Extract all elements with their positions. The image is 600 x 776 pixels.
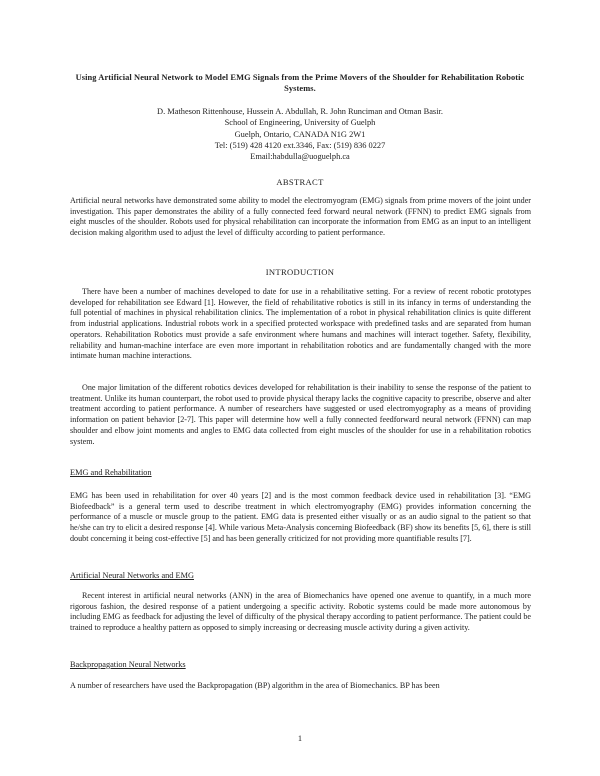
ann-emg-paragraph: Recent interest in artificial neural networks (ANN) in the area of Biomechanics have opened one avenue to quantify, in a much more rigorous fashion, the desired response of a patient undergoing a specific activity. Robotic systems could be made more autonomous by including EMG as feedback for adjusting the level of difficulty of the physical therapy according to patient performance. The patient could be trained to reproduce a healthy pattern as opposed to simply increasing or decreasing muscle activity during a given activity. [70, 591, 531, 633]
contact-phone-fax: Tel: (519) 428 4120 ext.3346, Fax: (519) 836 0227 [214, 140, 386, 150]
backpropagation-paragraph: A number of researchers have used the Backpropagation (BP) algorithm in the area of Biomechanics. BP has been [70, 681, 440, 690]
abstract-heading: ABSTRACT [276, 177, 324, 187]
page-number: 1 [297, 734, 303, 743]
author-names: D. Matheson Rittenhouse, Hussein A. Abdullah, R. John Runciman and Otman Basir. [157, 107, 443, 116]
emg-rehabilitation-paragraph: EMG has been used in rehabilitation for over 40 years [2] and is the most common feedback device used in rehabilitation [3]. “EMG Biofeedback” is a general term used to describe treatment in which electromyography (EMG) provides information concerning the performance of a muscle or muscle group to the patient. EMG data is presented either visually or as an audio signal to the patient so that he/she can try to elicit a desired response [4]. While various Meta-Analysis concerning Biofeedback (BF) show its benefits [5, 6], there is still doubt concerning it being cost-effective [5] and has been generally criticized for not providing more quantifiable results [7]. [70, 491, 531, 543]
backpropagation-heading: Backpropagation Neural Networks [70, 660, 186, 669]
introduction-paragraph-2: One major limitation of the different robotics devices developed for rehabilitation is their inability to sense the response of the patient to treatment. Unlike its human counterpart, the robot used to provide physical therapy lacks the cognitive capacity to prescribe, observe and alter treatment according to patient performance. A number of researchers have suggested or used electromyography as a means of providing information on patient behavior [2-7]. This paper will determine how well a fully connected feedforward neural network (FFNN) can map shoulder and elbow joint moments and angles to EMG data collected from eight muscles of the shoulder for use in a rehabilitation robotics system. [70, 383, 531, 446]
affiliation-address: Guelph, Ontario, CANADA N1G 2W1 [234, 129, 366, 139]
author-block [70, 106, 530, 162]
emg-rehabilitation-heading: EMG and Rehabilitation [70, 468, 152, 477]
abstract-text: Artificial neural networks have demonstrated some ability to model the electromyogram (EMG) signals from prime movers of the joint under investigation. This paper demonstrates the ability of a fully connected feed forward neural network (FFNN) to predict EMG signals from eight muscles of the shoulder. Robots used for physical rehabilitation can incorporate the information from EMG as an input to an intelligent decision making algorithm used to adjust the level of difficulty according to patient performance. [70, 196, 531, 238]
ann-emg-heading: Artificial Neural Networks and EMG [70, 571, 194, 580]
introduction-paragraph-1: There have been a number of machines developed to date for use in a rehabilitative setting. For a review of recent robotic prototypes developed for rehabilitation see Edward [1]. However, the field of rehabilitative robotics is still in its infancy in terms of understanding the full potential of machines in physical rehabilitation clinics. The implementation of a robot in physical rehabilitation clinics is quite different from industrial applications. Industrial robots work in a specified protected workspace with predefined tasks and are separated from human operators. Rehabilitation Robotics must provide a safe environment where humans and machines will interact together. Safety, flexibility, reliability and human-machine interface are even more important in rehabilitation robotics and are fundamentally changed with the more intimate human machine interactions. [70, 287, 531, 361]
affiliation-school: School of Engineering, University of Guelph [224, 118, 376, 128]
introduction-heading: INTRODUCTION [265, 267, 335, 277]
contact-email: Email:habdulla@uoguelph.ca [250, 152, 350, 162]
paper-title: Using Artificial Neural Network to Model EMG Signals from the Prime Movers of the Shoulder for Rehabilitation Robotic Systems. [75, 73, 525, 93]
